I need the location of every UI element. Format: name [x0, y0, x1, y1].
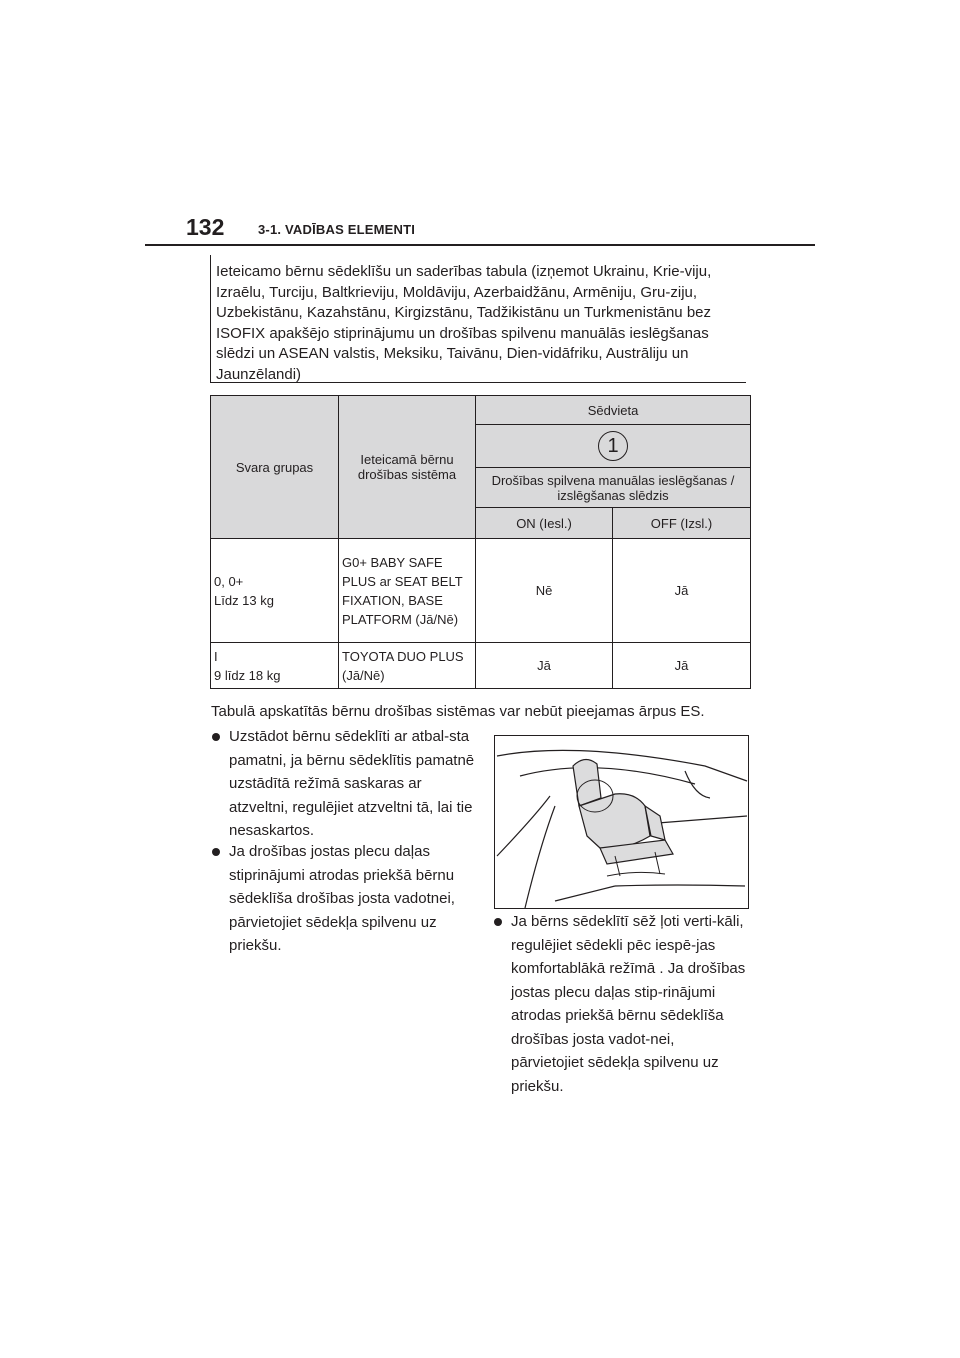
header-weight-group: Svara grupas — [211, 396, 339, 539]
system-cell: G0+ BABY SAFE PLUS ar SEAT BELT FIXATION, BASE PLATFORM (Jā/Nē) — [339, 539, 476, 643]
section-title: 3-1. VADĪBAS ELEMENTI — [258, 222, 416, 237]
weight-group: 0, 0+ — [214, 573, 244, 589]
header-switch-off: OFF (Izsl.) — [613, 508, 751, 539]
bullet-icon — [494, 918, 502, 926]
on-value: Jā — [476, 643, 613, 689]
weight-group-cell — [211, 643, 339, 689]
header-recommended-system: Ieteicamā bērnu drošības sistēma — [339, 396, 476, 539]
header-divider — [145, 244, 815, 246]
compatibility-table — [210, 395, 751, 689]
seat-number-cell — [476, 425, 751, 468]
table-row — [211, 539, 751, 643]
on-value: Nē — [476, 539, 613, 643]
table-note: Tabulā apskatītās bērnu drošības sistēmas var nebūt pieejamas ārpus ES. — [211, 703, 705, 720]
weight-range: Līdz 13 kg — [214, 592, 274, 608]
bullet-icon — [212, 733, 220, 741]
header-airbag-switch: Drošības spilvena manuālas ieslēgšanas / izslēgšanas slēdzis — [476, 468, 751, 508]
bullet-text: Ja drošības jostas plecu daļas stiprinājumi atrodas priekšā bērnu sēdeklīša drošības josta vadotnei, pārvietojiet sēdekļa spilvenu uz priekšu. — [229, 843, 455, 954]
page-number: 132 — [186, 214, 225, 240]
car-seat-illustration — [494, 735, 749, 909]
bullet-text: Uzstādot bērnu sēdeklīti ar atbal-sta pamatni, ja bērnu sēdeklītis pamatnē uzstādītā režīmā saskaras ar atzveltni, regulējiet atzveltni tā, lai tie nesaskartos. — [229, 728, 475, 839]
header-switch-on: ON (Iesl.) — [476, 508, 613, 539]
seat-number-circle: 1 — [598, 431, 628, 461]
table-row — [211, 643, 751, 689]
intro-text: Ieteicamo bērnu sēdeklīšu un saderības tabula (izņemot Ukrainu, Krie-viju, Izraēlu, Turciju, Baltkrieviju, Moldāviju, Azerbaidžānu, Armēniju, Gru-ziju, Uzbekistānu, Kazahstānu, Kirgizstānu, Tadžikistānu un Turkmenistānu bez ISOFIX apakšējo stiprinājumu un drošības spilvenu manuālās ieslēgšanas slēdzi un ASEAN valstis, Meksiku, Taivānu, Dien-vidāfriku, Austrāliju un Jaunzēlandi) — [216, 263, 712, 383]
weight-range: 9 līdz 18 kg — [214, 667, 281, 683]
header-seat-position: Sēdvieta — [476, 396, 751, 425]
off-value: Jā — [613, 643, 751, 689]
weight-group: I — [214, 648, 218, 664]
child-seat-drawing — [495, 736, 748, 908]
bullet-text: Ja bērns sēdeklītī sēž ļoti verti-kāli, regulējiet sēdekli pēc iespē-jas komfortablākā režīmā . Ja drošības jostas plecu daļas stip-rinājumi atrodas priekšā bērnu sēdeklīša drošības josta vadot-nei, pārvietojiet sēdekļa spilvenu uz priekšu. — [511, 913, 746, 1095]
bullet-icon — [212, 848, 220, 856]
system-cell: TOYOTA DUO PLUS (Jā/Nē) — [339, 643, 476, 689]
off-value: Jā — [613, 539, 751, 643]
weight-group-cell — [211, 539, 339, 643]
